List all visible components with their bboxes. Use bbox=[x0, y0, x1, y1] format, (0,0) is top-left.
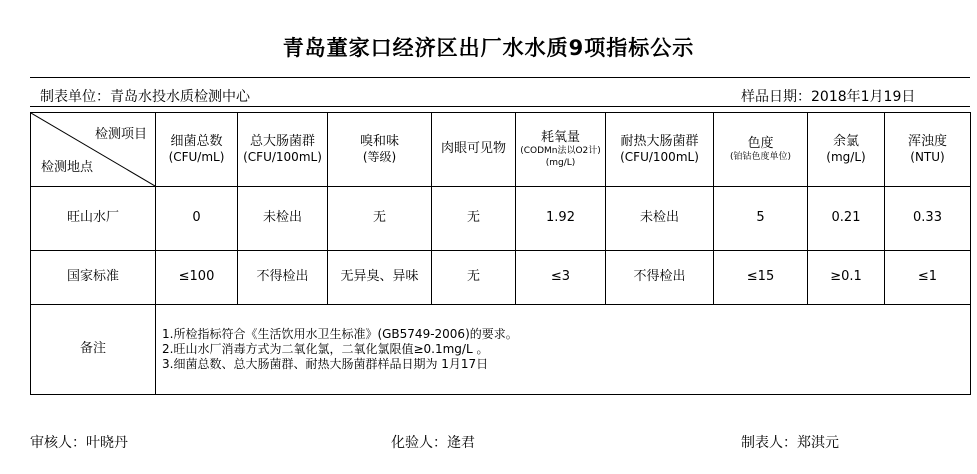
cell-value: 无异臭、异味 bbox=[328, 251, 432, 305]
header-name: 余氯 bbox=[832, 133, 859, 149]
notes-row bbox=[31, 305, 971, 395]
header-unit: (mg/L) bbox=[826, 150, 866, 165]
header-odor bbox=[328, 113, 432, 187]
header-unit: (NTU) bbox=[910, 150, 945, 165]
cell-value: ≤1 bbox=[885, 251, 971, 305]
cell-value: 不得检出 bbox=[606, 251, 714, 305]
header-unit: (铂钴色度单位) bbox=[729, 152, 792, 162]
header-residual-chlorine bbox=[808, 113, 885, 187]
header-name: 耗氧量 bbox=[540, 130, 580, 146]
cell-value: 未检出 bbox=[606, 187, 714, 251]
notes-label: 备注 bbox=[31, 305, 156, 395]
header-color bbox=[714, 113, 808, 187]
cell-value: ≤3 bbox=[516, 251, 606, 305]
header-name: 浑浊度 bbox=[907, 133, 947, 149]
corner-label-site: 检测地点 bbox=[41, 159, 94, 175]
header-visible-matter bbox=[432, 113, 516, 187]
tester-signature: 化验人：逄君 bbox=[391, 435, 475, 451]
header-unit: (CFU/100mL) bbox=[243, 150, 322, 165]
page-title: 青岛董家口经济区出厂水水质9项指标公示 bbox=[282, 36, 695, 60]
sample-date: 样品日期：2018年1月19日 bbox=[741, 89, 916, 105]
header-name: 耐热大肠菌群 bbox=[620, 133, 699, 149]
reviewer-signature: 审核人：叶晓丹 bbox=[30, 435, 128, 451]
cell-value: 不得检出 bbox=[238, 251, 328, 305]
notes-cell bbox=[156, 305, 971, 395]
top-divider bbox=[30, 77, 970, 78]
header-divider bbox=[30, 106, 970, 107]
header-name: 色度 bbox=[747, 135, 774, 151]
table-row bbox=[31, 187, 971, 251]
row-label: 旺山水厂 bbox=[31, 187, 156, 251]
cell-value: 无 bbox=[432, 251, 516, 305]
header-coliform bbox=[238, 113, 328, 187]
cell-value: 无 bbox=[432, 187, 516, 251]
header-name: 总大肠菌群 bbox=[249, 133, 315, 149]
cell-value: 0.21 bbox=[808, 187, 885, 251]
header-turbidity bbox=[885, 113, 971, 187]
header-unit: (CODMn法以O2计) (mg/L) bbox=[520, 146, 601, 168]
row-label: 国家标准 bbox=[31, 251, 156, 305]
maker-signature: 制表人：郑淇元 bbox=[741, 435, 839, 451]
cell-value: 0.33 bbox=[885, 187, 971, 251]
header-oxygen-consumption bbox=[516, 113, 606, 187]
corner-label-item: 检测项目 bbox=[94, 127, 147, 142]
note-line: 2.旺山水厂消毒方式为二氧化氯，二氧化氯限值≥0.1mg/L 。 bbox=[162, 342, 489, 356]
cell-value: 未检出 bbox=[238, 187, 328, 251]
diagonal-corner-cell bbox=[31, 113, 156, 187]
water-quality-table bbox=[30, 112, 971, 395]
table-row bbox=[31, 251, 971, 305]
header-name: 嗅和味 bbox=[359, 133, 399, 149]
cell-value: 1.92 bbox=[516, 187, 606, 251]
cell-value: ≤100 bbox=[156, 251, 238, 305]
header-thermotolerant-coliform bbox=[606, 113, 714, 187]
table-header-row bbox=[31, 113, 971, 187]
note-line: 3.细菌总数、总大肠菌群、耐热大肠菌群样品日期为 1月17日 bbox=[162, 357, 489, 371]
issuing-unit: 制表单位：青岛水投水质检测中心 bbox=[40, 89, 250, 105]
cell-value: 0 bbox=[156, 187, 238, 251]
cell-value: ≥0.1 bbox=[808, 251, 885, 305]
header-unit: (CFU/mL) bbox=[168, 150, 225, 165]
header-name: 肉眼可见物 bbox=[440, 141, 506, 157]
note-line: 1.所检指标符合《生活饮用水卫生标准》(GB5749-2006)的要求。 bbox=[162, 327, 518, 341]
cell-value: ≤15 bbox=[714, 251, 808, 305]
header-bacteria bbox=[156, 113, 238, 187]
header-unit: (等级) bbox=[362, 150, 397, 165]
cell-value: 无 bbox=[328, 187, 432, 251]
header-name: 细菌总数 bbox=[170, 133, 223, 149]
header-unit: (CFU/100mL) bbox=[620, 150, 699, 165]
cell-value: 5 bbox=[714, 187, 808, 251]
